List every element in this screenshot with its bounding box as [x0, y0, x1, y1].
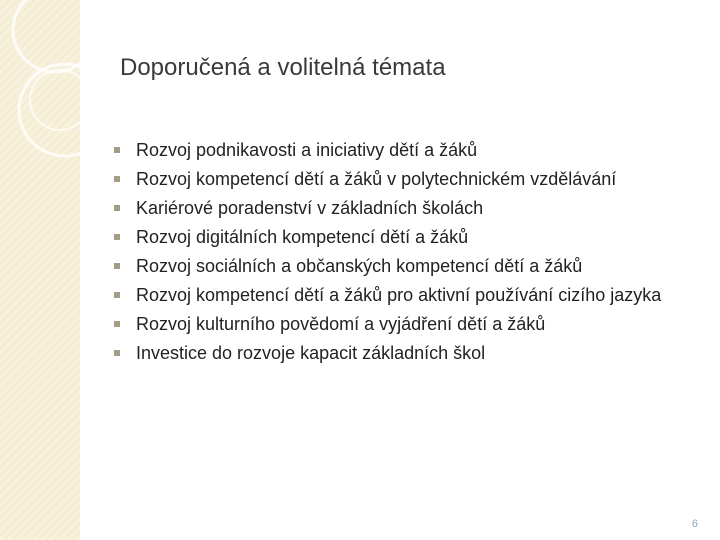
bullet-item — [112, 283, 692, 307]
bullet-item — [112, 138, 692, 162]
bullet-item — [112, 341, 692, 365]
bullet-text: Rozvoj sociálních a občanských kompetencí dětí a žáků — [136, 256, 583, 276]
bullet-item — [112, 225, 692, 249]
slide-title: Doporučená a volitelná témata — [120, 54, 446, 81]
decorative-left-band — [0, 0, 81, 540]
decorative-circles — [0, 0, 80, 540]
square-bullet-icon — [114, 205, 120, 211]
bullet-text: Rozvoj podnikavosti a iniciativy dětí a žáků — [136, 140, 478, 160]
bullet-item — [112, 167, 692, 191]
bullet-list — [112, 138, 692, 370]
square-bullet-icon — [114, 263, 120, 269]
bullet-text: Rozvoj kompetencí dětí a žáků v polytechnickém vzdělávání — [136, 169, 617, 189]
square-bullet-icon — [114, 321, 120, 327]
bullet-text: Investice do rozvoje kapacit základních škol — [136, 343, 486, 363]
square-bullet-icon — [114, 350, 120, 356]
bullet-text: Rozvoj kompetencí dětí a žáků pro aktivní používání cizího jazyka — [136, 285, 662, 305]
square-bullet-icon — [114, 176, 120, 182]
bullet-item — [112, 196, 692, 220]
square-bullet-icon — [114, 234, 120, 240]
bullet-text: Kariérové poradenství v základních školách — [136, 198, 484, 218]
bullet-item — [112, 254, 692, 278]
square-bullet-icon — [114, 292, 120, 298]
square-bullet-icon — [114, 147, 120, 153]
page-number: 6 — [691, 518, 698, 530]
bullet-item — [112, 312, 692, 336]
bullet-text: Rozvoj kulturního povědomí a vyjádření dětí a žáků — [136, 314, 546, 334]
bullet-text: Rozvoj digitálních kompetencí dětí a žáků — [136, 227, 469, 247]
